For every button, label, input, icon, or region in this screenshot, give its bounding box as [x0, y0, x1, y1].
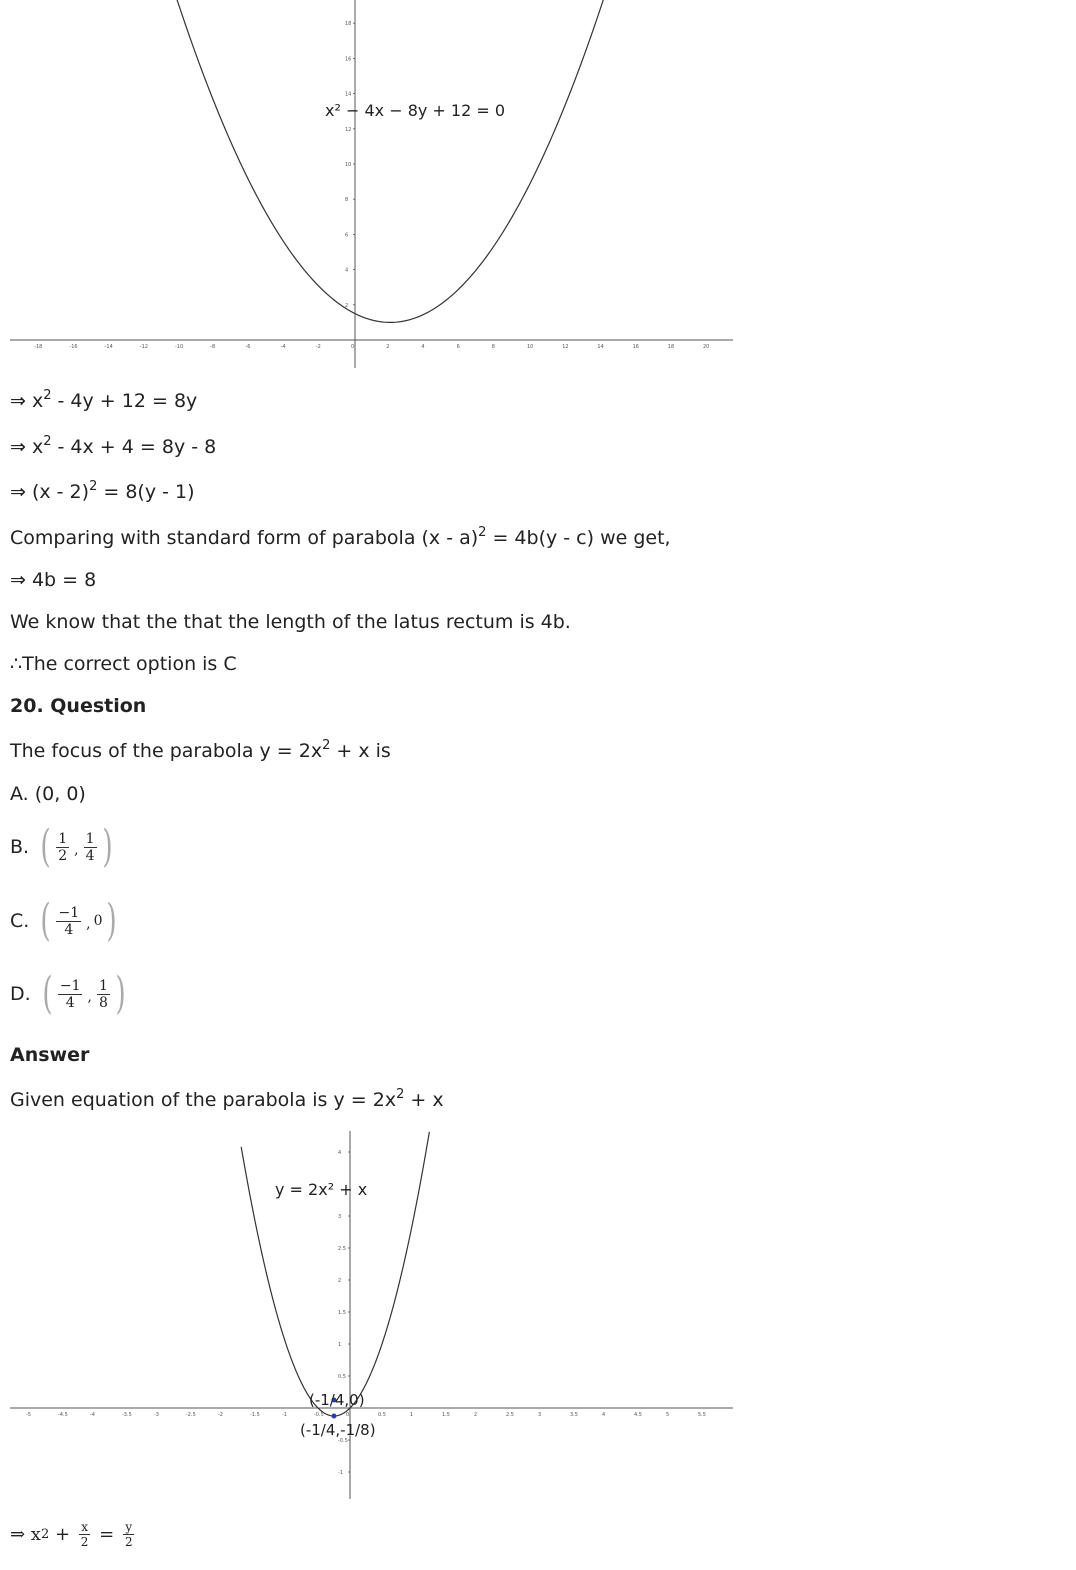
- x-tick-label: -4: [280, 344, 286, 350]
- x-tick-label: -3.5: [122, 1412, 132, 1418]
- x-tick-label: 2: [386, 344, 390, 350]
- x-tick-label: 5: [666, 1412, 670, 1418]
- x-tick-label: 5.5: [698, 1412, 706, 1418]
- x-tick-label: -10: [175, 344, 184, 350]
- fraction-y-over-2: $\frac{y}{2}$: [124, 1520, 133, 1549]
- x-tick-label: -3: [154, 1412, 159, 1418]
- x-tick-label: 16: [632, 344, 639, 350]
- x-tick-label: -14: [104, 344, 113, 350]
- final-step: ⇒ x 2 + $\frac{x}{2}$ = $\frac{y}{2}$: [10, 1520, 133, 1549]
- option-d: D. ( $\frac{-1}{4}$ , $\frac{1}{8}$ ): [10, 968, 126, 1019]
- parabola-curve-1: [170, 0, 610, 322]
- parabola-curve-2: [241, 1132, 429, 1416]
- x-tick-label: -2: [218, 1412, 223, 1418]
- y-tick-label: 8: [345, 197, 349, 204]
- vertex-point: [332, 1414, 337, 1419]
- x-tick-label: 1.5: [442, 1412, 450, 1418]
- x-tick-label: 1: [410, 1412, 414, 1418]
- option-c-letter: C.: [10, 910, 30, 932]
- y-tick-label: 2: [345, 302, 349, 309]
- x-tick-label: -2.5: [186, 1412, 196, 1418]
- question-text: The focus of the parabola $y = 2x^2 + x$ is: [10, 738, 391, 762]
- conclusion-text: ∴The correct option is C: [10, 653, 237, 675]
- y-tick-label: 2.5: [338, 1246, 346, 1252]
- step-1: ⇒ $x^2 - 4y + 12 = 8y$: [10, 388, 198, 412]
- y-tick-label: 12: [345, 126, 352, 133]
- x-tick-label: 18: [667, 344, 675, 350]
- focus-point-label: (-1/4,0): [309, 1391, 365, 1409]
- y-tick-label: -0.5: [338, 1438, 348, 1444]
- x-tick-label: 10: [527, 344, 534, 350]
- x-tick-label: 12: [562, 344, 569, 350]
- x-tick-label: -18: [34, 344, 43, 350]
- option-c: C. ( $\frac{-1}{4}$ , 0 ): [10, 895, 117, 946]
- y-tick-label: 3: [338, 1214, 342, 1220]
- x-tick-label: 2.5: [506, 1412, 514, 1418]
- y-tick-label: 4: [345, 267, 349, 274]
- x-tick-label: 0.5: [378, 1412, 386, 1418]
- x-tick-label: 6: [456, 344, 460, 350]
- y-tick-label: 14: [345, 91, 352, 98]
- equation-label-2: y = 2x² + x: [275, 1180, 368, 1199]
- parabola-graph-1: [0, 0, 740, 375]
- x-tick-label: 4: [421, 344, 425, 350]
- y-tick-label: 16: [345, 56, 352, 63]
- x-tick-label: 14: [597, 344, 604, 350]
- x-tick-label: -4: [90, 1412, 95, 1418]
- x-tick-label: -6: [245, 344, 251, 350]
- y-tick-label: 18: [345, 21, 352, 28]
- x-tick-label: -1.5: [250, 1412, 260, 1418]
- y-tick-label: 0.5: [338, 1374, 346, 1380]
- x-tick-label: 20: [703, 344, 710, 350]
- given-equation: Given equation of the parabola is $y = 2x^2 + x$: [10, 1087, 444, 1111]
- comparison-text: Comparing with standard form of parabola (x - a)$^2$ = 4b(y - c) we get,: [10, 525, 671, 549]
- x-tick-label: -0.5: [314, 1412, 324, 1418]
- step-3: ⇒ (x - 2)$^2$ = 8(y - 1): [10, 479, 195, 503]
- y-tick-label: 6: [345, 232, 349, 239]
- y-tick-label: 1.5: [338, 1310, 346, 1316]
- x-tick-label: -5: [26, 1412, 31, 1418]
- question-heading: 20. Question: [10, 695, 147, 717]
- option-b-letter: B.: [10, 836, 30, 858]
- y-tick-label: 10: [345, 162, 352, 168]
- x-tick-label: 2: [474, 1412, 478, 1418]
- option-a: A. (0, 0): [10, 783, 86, 805]
- step-4: ⇒ 4b = 8: [10, 569, 97, 591]
- x-tick-label: 0: [346, 1412, 350, 1418]
- fraction-x-over-2: $\frac{x}{2}$: [80, 1520, 89, 1549]
- x-tick-label: 4: [602, 1412, 606, 1418]
- option-d-letter: D.: [10, 983, 31, 1005]
- equation-label-1: x² − 4x − 8y + 12 = 0: [325, 101, 506, 120]
- y-tick-label: 4: [338, 1150, 342, 1156]
- x-tick-label: 0: [351, 344, 355, 350]
- x-tick-label: 3.5: [570, 1412, 578, 1418]
- answer-heading: Answer: [10, 1044, 90, 1066]
- x-tick-label: -4.5: [58, 1412, 68, 1418]
- x-tick-label: -12: [139, 344, 148, 350]
- x-tick-label: -8: [210, 344, 216, 350]
- x-tick-label: -16: [69, 344, 78, 350]
- latus-rectum-text: We know that the that the length of the latus rectum is 4b.: [10, 611, 571, 633]
- x-tick-label: -1: [282, 1412, 287, 1418]
- step-2: ⇒ $x^2 - 4x + 4 = 8y - 8$: [10, 434, 217, 458]
- parabola-graph-2: [0, 1125, 740, 1505]
- y-tick-label: 2: [338, 1278, 342, 1284]
- vertex-point-label: (-1/4,-1/8): [300, 1421, 376, 1439]
- x-tick-label: 3: [538, 1412, 542, 1418]
- y-tick-label: 1: [338, 1342, 342, 1348]
- option-b: B. ( $\frac{1}{2}$ , $\frac{1}{4}$ ): [10, 821, 113, 872]
- x-tick-label: -2: [315, 344, 321, 350]
- x-tick-label: 4.5: [634, 1412, 642, 1418]
- x-tick-label: 8: [491, 344, 495, 350]
- y-tick-label: -1: [338, 1470, 343, 1476]
